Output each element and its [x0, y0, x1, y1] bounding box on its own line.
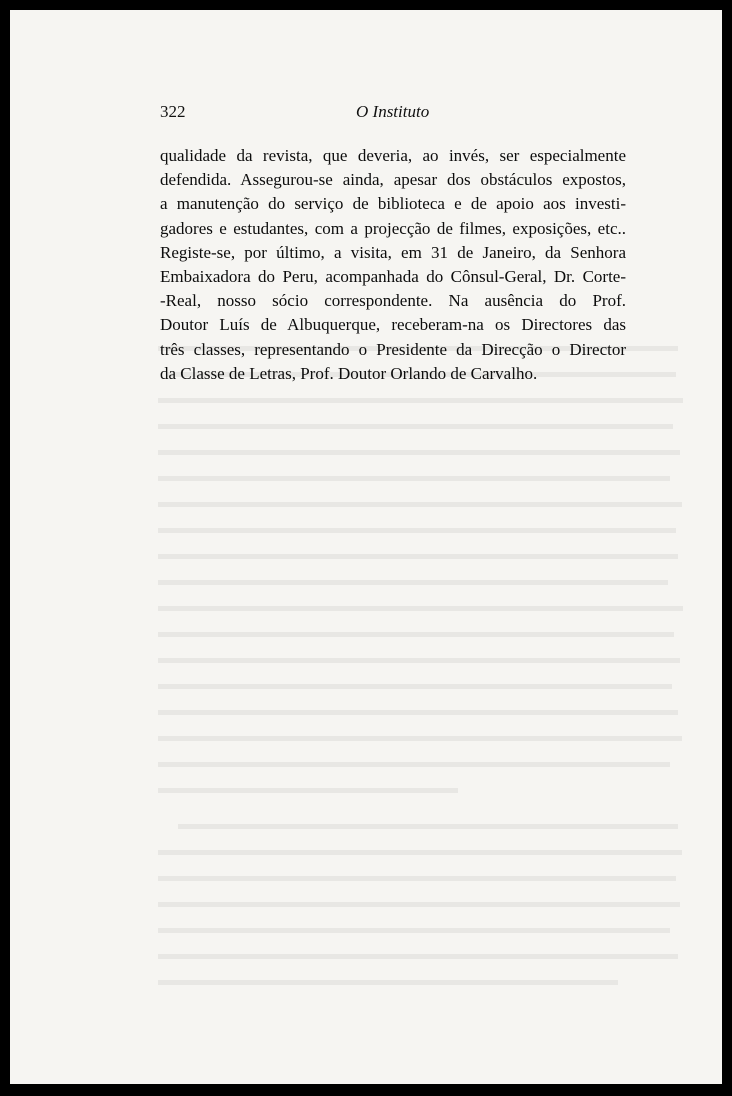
text-line: Embaixadora do Peru, acompanhada do Cônsul-Geral, Dr. Corte-	[160, 266, 626, 286]
text-line: três classes, representando o Presidente da Direcção o Director	[160, 339, 626, 359]
page-number: 322	[160, 102, 186, 121]
document-page	[10, 10, 722, 1084]
text-line: -Real, nosso sócio correspondente. Na ausência do Prof.	[160, 291, 626, 311]
text-line: da Classe de Letras, Prof. Doutor Orlando de Carvalho.	[160, 363, 538, 383]
bleed-through-texture	[158, 338, 698, 1007]
text-line: a manutenção do serviço de biblioteca e de apoio aos investi-	[160, 194, 626, 214]
text-line: gadores e estudantes, com a projecção de filmes, exposições, etc..	[160, 218, 626, 238]
body-paragraph	[160, 144, 626, 386]
running-title: O Instituto	[356, 102, 430, 121]
text-line: Registe-se, por último, a visita, em 31 de Janeiro, da Senhora	[160, 242, 626, 262]
running-header	[160, 102, 626, 128]
text-line: qualidade da revista, que deveria, ao invés, ser especialmente	[160, 146, 626, 165]
text-line: defendida. Assegurou-se ainda, apesar dos obstáculos expostos,	[160, 170, 626, 190]
bleed-through-lines	[158, 338, 698, 998]
text-line: Doutor Luís de Albuquerque, receberam-na os Directores das	[160, 315, 626, 335]
